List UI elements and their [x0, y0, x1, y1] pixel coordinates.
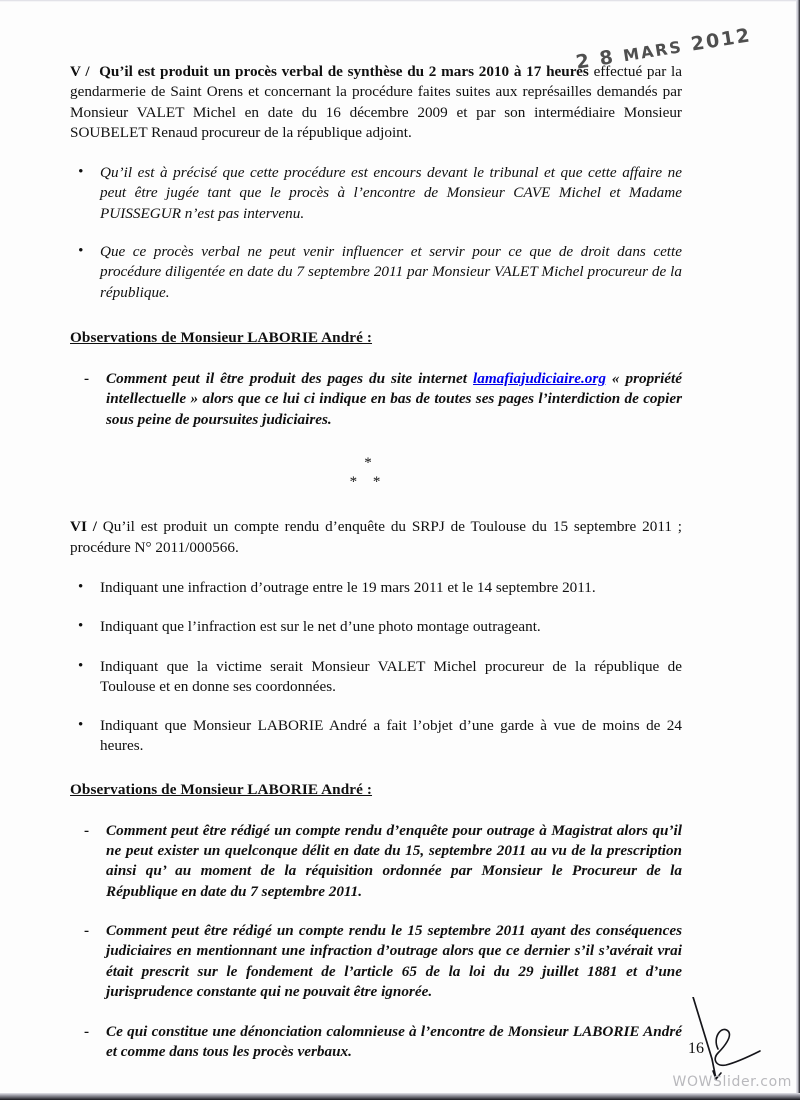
list-item: - Comment peut être rédigé un compte rendu d’enquête pour outrage à Magistrat alors qu’il ne peut exister un quelconque délit en date du 15, septembre 2011 au vu de la prescription ainsi qu’ au moment de la réquisition ordonnée par Monsieur le Procureur de la République en date du 7 septembre 2011.: [70, 821, 682, 902]
section-vi-text: Qu’il est produit un compte rendu d’enquête du SRPJ de Toulouse du 15 septembre 2011 ; procédure N° 2011/000566.: [70, 518, 682, 556]
list-item: • Indiquant une infraction d’outrage entre le 19 mars 2011 et le 14 septembre 2011.: [70, 578, 682, 598]
section-vi-paragraph: [70, 517, 682, 558]
section-v-bold-lead: Qu’il est produit un procès verbal de synthèse du 2 mars 2010 à 17 heures: [99, 63, 589, 80]
observation-1-text-after: « propriété intellectuelle » alors que ce lui ci indique en bas de toutes ses pages l’interdiction de copier sous peine de poursuites judiciaires.: [106, 369, 682, 428]
page-edge-top: [0, 0, 800, 2]
observations-2-list: [70, 821, 682, 1063]
list-item: • Que ce procès verbal ne peut venir influencer et servir pour ce que de droit dans cette procédure diligentée en date du 7 septembre 2011 par Monsieur VALET Michel procureur de la république.: [70, 242, 682, 303]
section-vi-numeral: VI /: [70, 518, 97, 536]
watermark: WOWSlider.com: [672, 1074, 792, 1090]
page-number: 16: [688, 1040, 704, 1057]
section-v-spacer: [90, 63, 99, 80]
section-v-paragraph: [70, 62, 682, 143]
asterisk-separator: [54, 454, 682, 492]
list-item: - Comment peut être rédigé un compte rendu le 15 septembre 2011 ayant des conséquences judiciaires en mentionnant une infraction d’outrage alors que ce dernier s’il s’avérait vrai était prescrit sur le fondement de l’article 65 de la loi du 29 juillet 1881 et d’une jurisprudence constante qui ne pouvait être ignorée.: [70, 921, 682, 1002]
page-edge-right: [796, 0, 800, 1100]
lamafiajudiciaire-link[interactable]: lamafiajudiciaire.org: [473, 369, 606, 387]
list-item: • Indiquant que l’infraction est sur le net d’une photo montage outrageant.: [70, 617, 682, 637]
list-item: - Ce qui constitue une dénonciation calomnieuse à l’encontre de Monsieur LABORIE André et comme dans tous les procès verbaux.: [70, 1022, 682, 1063]
observations-1-list: [70, 369, 682, 430]
list-item: • Indiquant que Monsieur LABORIE André a fait l’objet d’une garde à vue de moins de 24 heures.: [70, 716, 682, 757]
section-vi-bullet-list: [70, 578, 682, 757]
page-edge-bottom: [0, 1093, 800, 1100]
date-stamp-year: 2012: [689, 24, 753, 56]
section-v-rest: effectué par la gendarmerie de Saint Orens et concernant la procédure faites suites aux représailles demandés par Monsieur VALET Michel en date du 16 décembre 2009 et par son intermédiaire Monsieur SOUBELET Renaud procureur de la république adjoint.: [70, 63, 682, 141]
asterisk-row-2: * *: [349, 473, 387, 490]
list-item: • Qu’il est à précisé que cette procédure est encours devant le tribunal et que cette affaire ne peut être jugée tant que le procès à l’encontre de Monsieur CAVE Michel et Madame PUISSEGUR n’est pas intervenu.: [70, 163, 682, 224]
date-stamp-day: 2 8: [574, 45, 617, 74]
observation-1-text-before: Comment peut il être produit des pages du site internet: [106, 369, 474, 387]
list-item: • Indiquant que la victime serait Monsieur VALET Michel procureur de la république de Toulouse et en donne ses coordonnées.: [70, 657, 682, 698]
section-v-bullet-list: [70, 163, 682, 303]
observations-heading-2: Observations de Monsieur LABORIE André :: [70, 780, 373, 798]
document-body: [70, 62, 682, 1062]
observations-heading-1: Observations de Monsieur LABORIE André :: [70, 328, 373, 346]
asterisk-row-1: *: [364, 454, 372, 471]
section-v-numeral: V /: [70, 63, 90, 80]
list-item: [70, 369, 682, 430]
date-stamp-month: MARS: [621, 37, 684, 66]
